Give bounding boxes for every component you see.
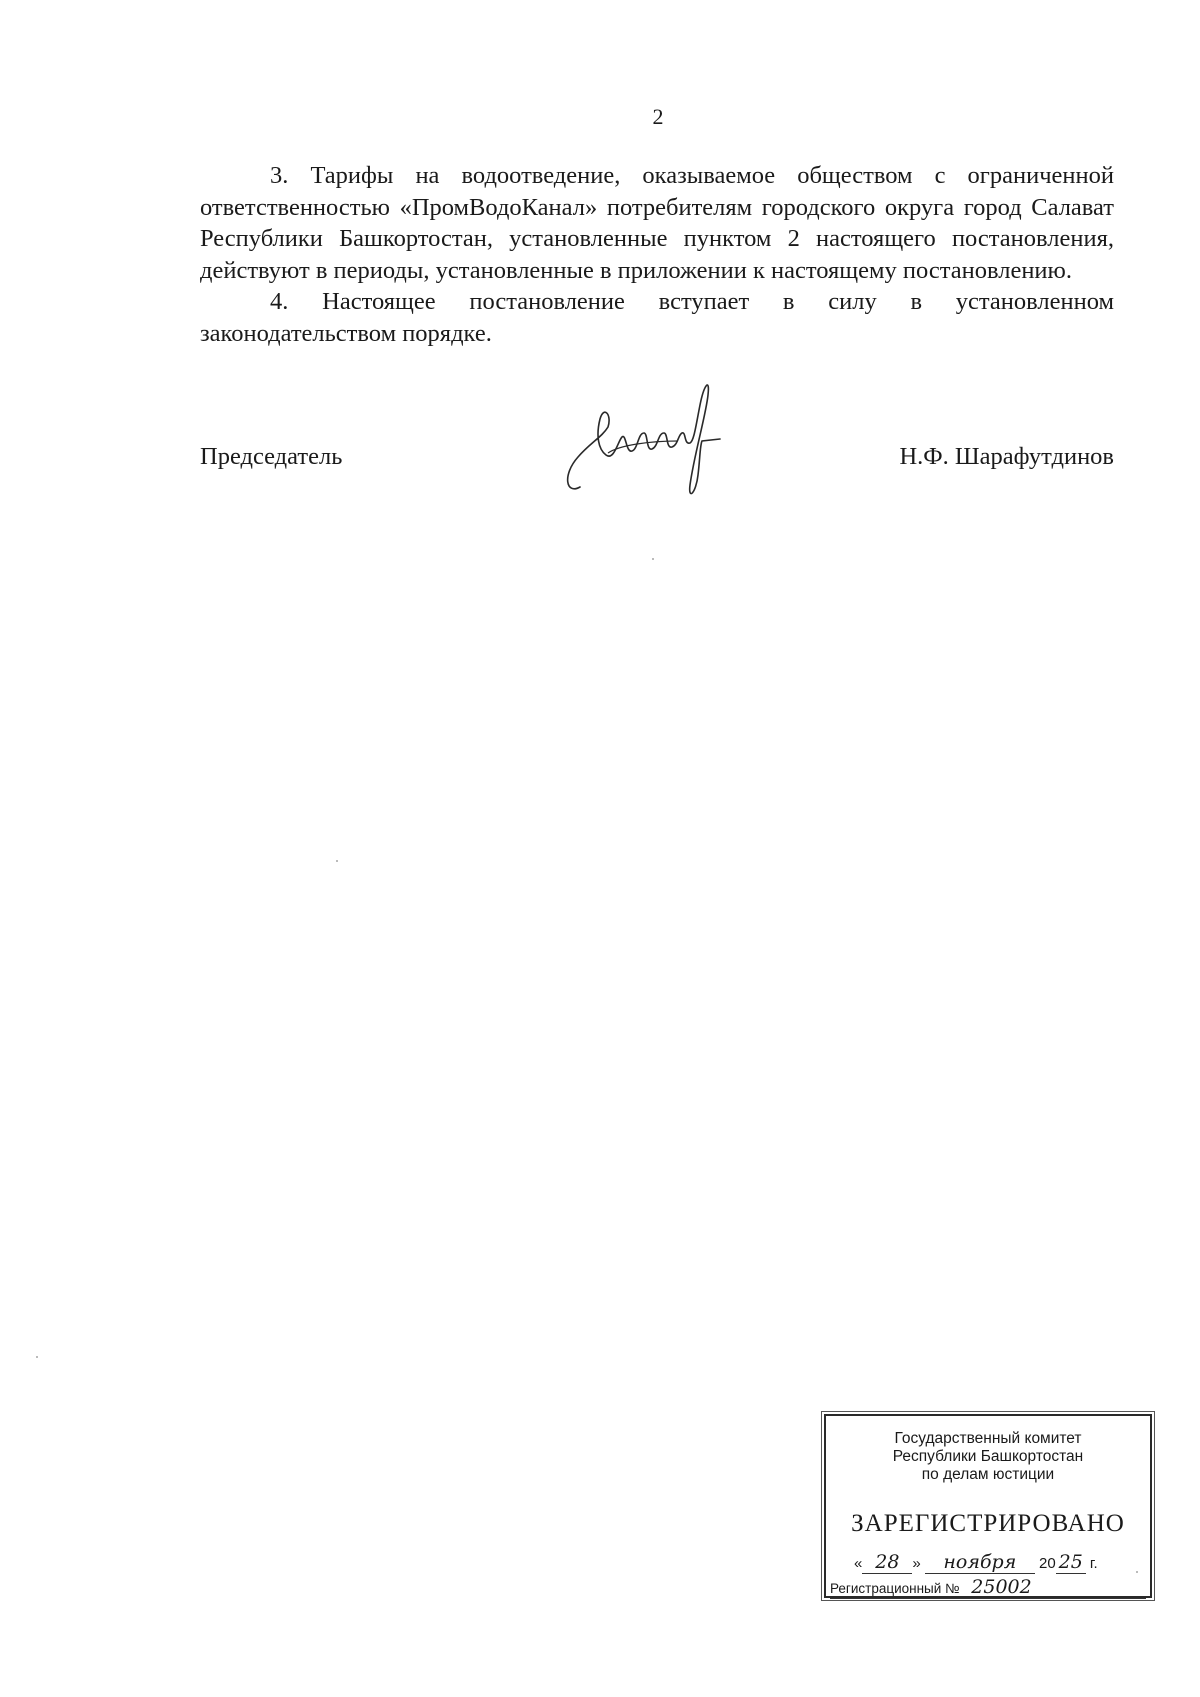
stamp-month: ноября bbox=[925, 1551, 1035, 1574]
signatory-title: Председатель bbox=[200, 443, 343, 470]
stamp-year-suffix: 25 bbox=[1056, 1551, 1086, 1574]
stamp-org-line: по делам юстиции bbox=[921, 1466, 1055, 1483]
page-number: 2 bbox=[652, 104, 664, 129]
stamp-date: « 28 » ноября 20 25 г. bbox=[854, 1551, 1098, 1573]
stamp-org-line: Государственный комитет bbox=[894, 1430, 1082, 1447]
stamp-year-prefix: 20 bbox=[1039, 1555, 1056, 1572]
stamp-year-unit: г. bbox=[1089, 1555, 1098, 1572]
paragraph-4: 4. Настоящее постановление вступает в силу в установленном законодательством порядке. bbox=[200, 288, 1114, 347]
paragraph-3: 3. Тарифы на водоотведение, оказываемое обществом с ограниченной ответственностью «ПромВодоКанал» потребителям городского округа город Салават Республики Башкортостан, установленные пунктом 2 настоящего постановления, действуют в периоды, установленные в приложении к настоящему постановлению. bbox=[200, 162, 1114, 284]
stamp-reg-number: 25002 bbox=[971, 1576, 1032, 1598]
stamp-registration bbox=[830, 1576, 1146, 1599]
document-body bbox=[200, 160, 1114, 349]
registration-stamp bbox=[824, 1414, 1152, 1598]
stamp-status: ЗАРЕГИСТРИРОВАНО bbox=[851, 1510, 1125, 1537]
stamp-reg-label: Регистрационный № bbox=[830, 1581, 960, 1596]
stamp-organization bbox=[826, 1430, 1150, 1484]
stamp-org-line: Республики Башкортостан bbox=[892, 1448, 1084, 1465]
signatory-name: Н.Ф. Шарафутдинов bbox=[899, 443, 1114, 470]
stamp-day: 28 bbox=[862, 1551, 912, 1574]
handwritten-signature bbox=[560, 375, 730, 505]
